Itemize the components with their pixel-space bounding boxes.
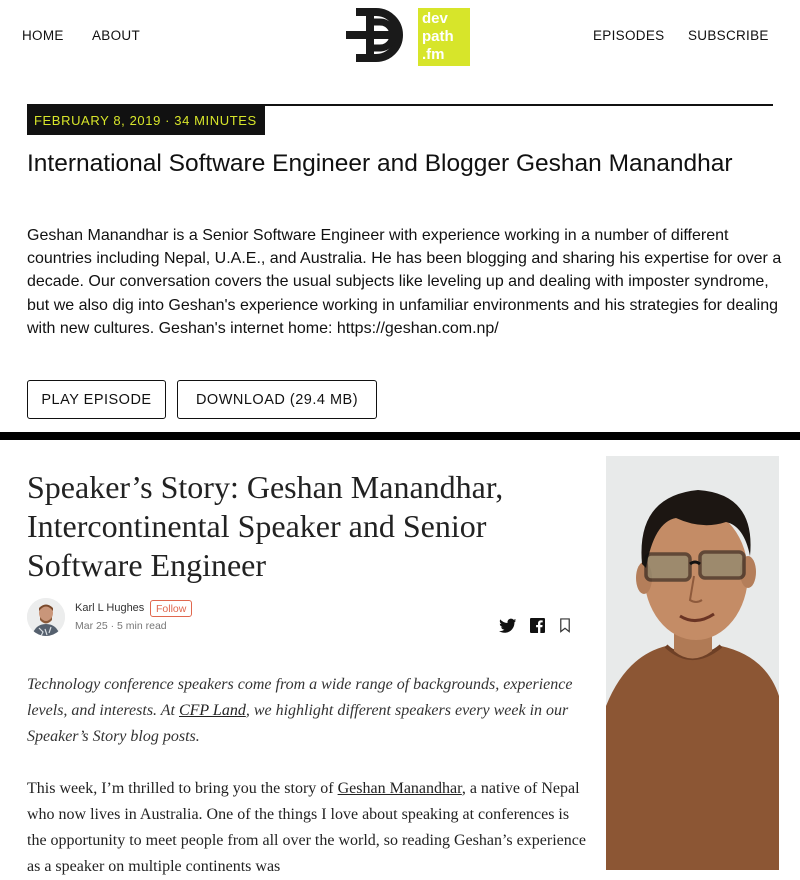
twitter-icon[interactable] (499, 618, 517, 634)
screenshot-divider (0, 432, 800, 440)
cfp-land-link[interactable]: CFP Land (178, 702, 246, 719)
body-text-end: , a native of Nepal who now lives in Australia. One of the things I love about speaking at conferences is the opportunity to meet people from all over the world, so reading Geshan’s experience as a speaker on multiple continents was (27, 780, 586, 875)
article-body-paragraph (27, 776, 587, 880)
devpath-mark-icon (346, 4, 416, 66)
speaker-portrait-image (606, 456, 779, 870)
episode-title: International Software Engineer and Blogger Geshan Manandhar (27, 150, 733, 177)
nav-subscribe-link[interactable]: SUBSCRIBE (688, 28, 769, 43)
bookmark-icon[interactable] (559, 618, 571, 633)
devpath-logo[interactable] (346, 4, 470, 66)
intro-text-start: Technology conference speakers come from a wide range of backgrounds, experience levels, and interests. At (27, 676, 573, 719)
download-episode-button[interactable]: DOWNLOAD (29.4 MB) (177, 380, 377, 419)
follow-button[interactable]: Follow (150, 600, 192, 617)
body-text-start: This week, I’m thrilled to bring you the story of (27, 780, 338, 797)
author-name[interactable]: Karl L Hughes (75, 602, 145, 614)
podcast-page (0, 0, 800, 432)
logo-line-path: path (422, 28, 454, 45)
episode-date-badge: FEBRUARY 8, 2019 · 34 MINUTES (27, 105, 265, 135)
facebook-icon[interactable] (530, 618, 545, 633)
logo-line-dev: dev (422, 10, 448, 27)
logo-line-fm: .fm (422, 46, 445, 63)
speaker-photo (606, 456, 779, 870)
intro-text-end: , we highlight different speakers every week in our Speaker’s Story blog posts. (27, 702, 569, 745)
nav-about-link[interactable]: ABOUT (92, 28, 141, 43)
play-episode-button[interactable]: PLAY EPISODE (27, 380, 166, 419)
article-intro (27, 672, 587, 750)
article-title: Speaker’s Story: Geshan Manandhar, Intercontinental Speaker and Senior Software Engineer (27, 469, 504, 583)
geshan-manandhar-link[interactable]: Geshan Manandhar (337, 780, 462, 797)
nav-home-link[interactable]: HOME (22, 28, 64, 43)
top-nav (0, 0, 800, 70)
article-page (0, 440, 800, 880)
author-avatar-image (27, 598, 65, 636)
devpath-wordmark (418, 8, 470, 66)
author-avatar[interactable] (27, 598, 65, 636)
article-meta: Mar 25 · 5 min read (75, 620, 167, 632)
episode-description: Geshan Manandhar is a Senior Software Engineer with experience working in a number of different countries including Nepal, U.A.E., and Australia. He has been blogging and sharing his expertise for over a decade. Our conversation covers the usual subjects like leveling up and dealing with imposter syndrome, but we also dig into Geshan's experience working in unfamiliar environments and his strategies for dealing with new cultures. Geshan's internet home: https://geshan.com.np/ (27, 227, 782, 337)
nav-episodes-link[interactable]: EPISODES (593, 28, 665, 43)
